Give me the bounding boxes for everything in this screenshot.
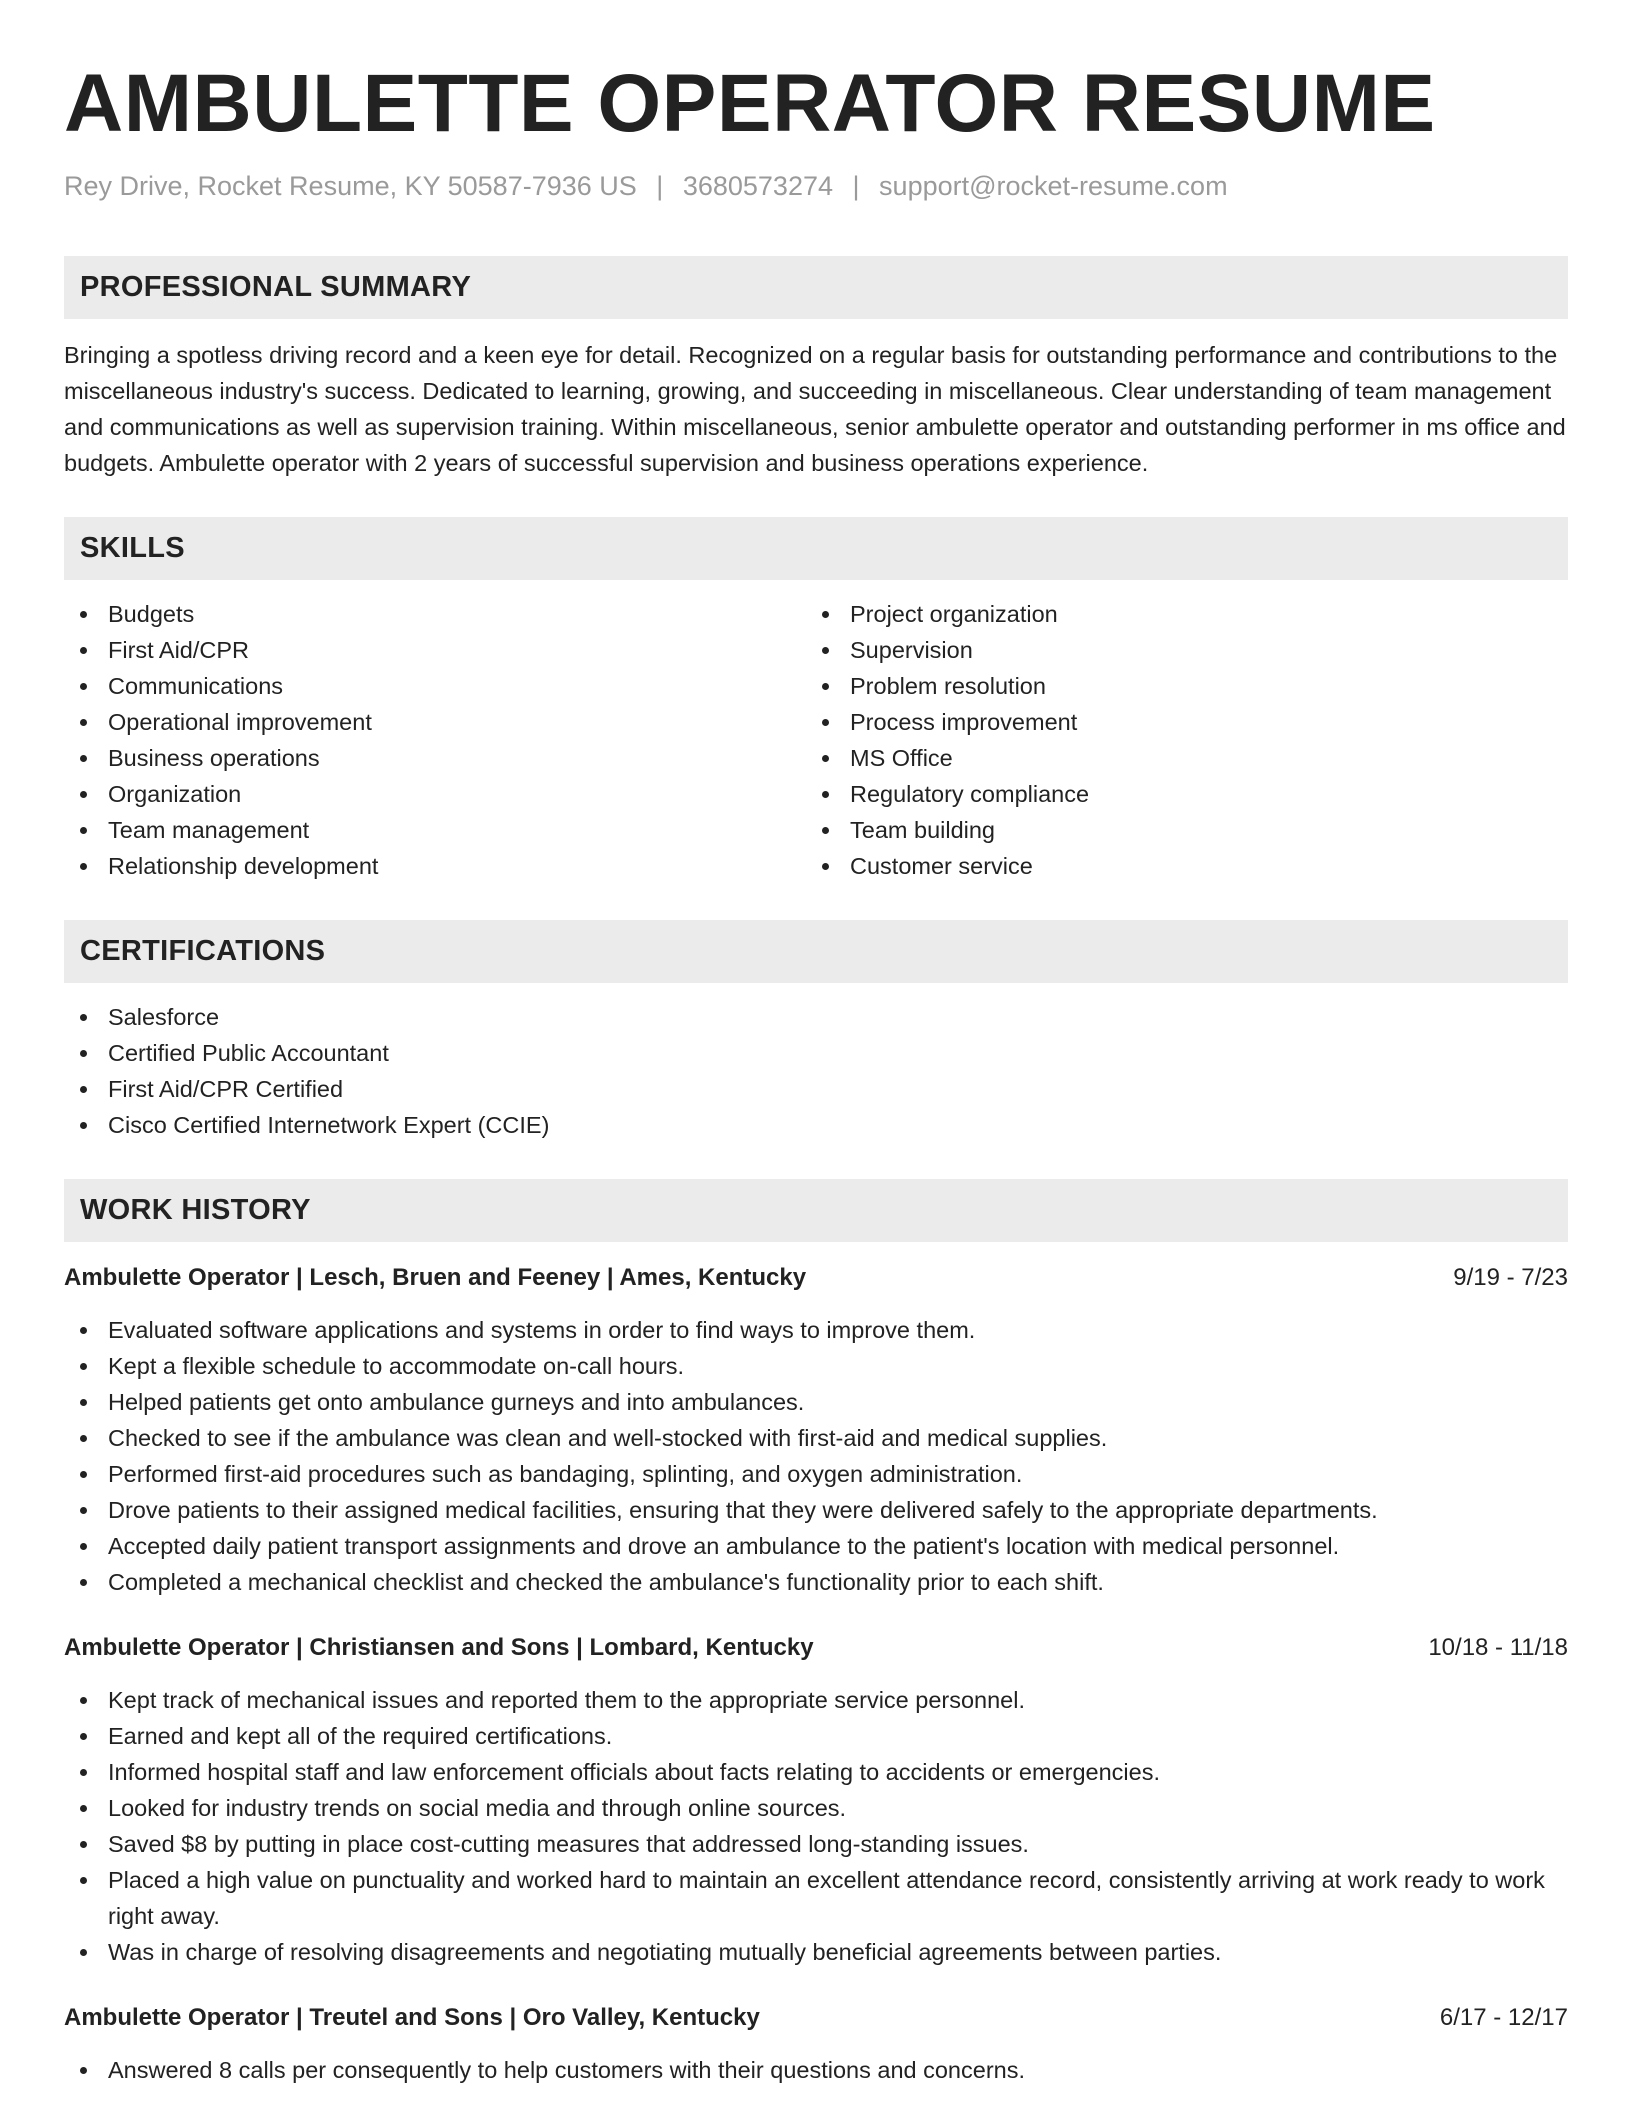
skill-item: Team building — [806, 812, 1548, 848]
summary-text: Bringing a spotless driving record and a keen eye for detail. Recognized on a regular basis for outstanding performance and contributions to the miscellaneous industry's success. Dedicated to learning, growing, and succeeding in miscellaneous. Clear understanding of team management and communications as well as supervision training. Within miscellaneous, senior ambulette operator and outstanding performer in ms office and budgets. Ambulette operator with 2 years of successful supervision and business operations experience. — [64, 342, 1566, 476]
contact-separator: | — [852, 171, 860, 201]
job-bullet: Completed a mechanical checklist and checked the ambulance's functionality prior to each shift. — [64, 1564, 1568, 1600]
resume-page — [64, 0, 1568, 2088]
job-dates: 6/17 - 12/17 — [1439, 2004, 1568, 2031]
contact-address: Rey Drive, Rocket Resume, KY 50587-7936 US — [64, 171, 637, 201]
job-bullet: Kept track of mechanical issues and reported them to the appropriate service personnel. — [64, 1682, 1568, 1718]
section-title: SKILLS — [80, 532, 185, 564]
job-title: Ambulette Operator | Lesch, Bruen and Feeney | Ames, Kentucky — [64, 1264, 807, 1291]
job-header — [64, 1630, 1568, 1666]
job-bullet: Informed hospital staff and law enforcement officials about facts relating to accidents or emergencies. — [64, 1754, 1568, 1790]
job-bullet: Was in charge of resolving disagreements and negotiating mutually beneficial agreements between parties. — [64, 1934, 1568, 1970]
section-title: PROFESSIONAL SUMMARY — [80, 271, 472, 303]
skill-item: Process improvement — [806, 704, 1548, 740]
section-header-skills — [64, 517, 1568, 580]
skill-item: MS Office — [806, 740, 1548, 776]
certifications-list — [64, 999, 1568, 1143]
skill-item: Budgets — [64, 596, 806, 632]
section-title: WORK HISTORY — [80, 1194, 311, 1226]
job-title: Ambulette Operator | Treutel and Sons | Oro Valley, Kentucky — [64, 2004, 760, 2031]
job-bullet: Answered 8 calls per consequently to help customers with their questions and concerns. — [64, 2052, 1568, 2088]
skill-item: Communications — [64, 668, 806, 704]
job-bullet: Looked for industry trends on social media and through online sources. — [64, 1790, 1568, 1826]
job-bullet: Earned and kept all of the required certifications. — [64, 1718, 1568, 1754]
skills-column-right — [806, 596, 1548, 884]
skill-item: First Aid/CPR — [64, 632, 806, 668]
skill-item: Operational improvement — [64, 704, 806, 740]
job-entry — [64, 1260, 1568, 1600]
job-bullets — [64, 2052, 1568, 2088]
contact-line — [64, 168, 1568, 204]
job-dates: 9/19 - 7/23 — [1453, 1264, 1568, 1291]
job-header — [64, 1260, 1568, 1296]
job-bullets — [64, 1682, 1568, 1970]
job-bullet: Drove patients to their assigned medical facilities, ensuring that they were delivered safely to the appropriate departments. — [64, 1492, 1568, 1528]
skill-item: Team management — [64, 812, 806, 848]
certification-item: Salesforce — [64, 999, 1568, 1035]
contact-phone[interactable]: 3680573274 — [682, 171, 833, 201]
skill-item: Regulatory compliance — [806, 776, 1548, 812]
section-title: CERTIFICATIONS — [80, 935, 326, 967]
job-dates: 10/18 - 11/18 — [1428, 1634, 1568, 1661]
job-bullet: Saved $8 by putting in place cost-cutting measures that addressed long-standing issues. — [64, 1826, 1568, 1862]
job-bullet: Evaluated software applications and systems in order to find ways to improve them. — [64, 1312, 1568, 1348]
job-bullets — [64, 1312, 1568, 1600]
skill-item: Relationship development — [64, 848, 806, 884]
section-header-certifications — [64, 920, 1568, 983]
skill-item: Problem resolution — [806, 668, 1548, 704]
skills-column-left — [64, 596, 806, 884]
skill-item: Business operations — [64, 740, 806, 776]
section-header-work-history — [64, 1179, 1568, 1242]
job-bullet: Helped patients get onto ambulance gurneys and into ambulances. — [64, 1384, 1568, 1420]
job-entry — [64, 1630, 1568, 1970]
job-title: Ambulette Operator | Christiansen and Sons | Lombard, Kentucky — [64, 1634, 814, 1661]
resume-title: AMBULETTE OPERATOR RESUME — [64, 58, 1436, 149]
certification-item: Certified Public Accountant — [64, 1035, 1568, 1071]
skill-item: Project organization — [806, 596, 1548, 632]
section-header-summary — [64, 256, 1568, 319]
skill-item: Customer service — [806, 848, 1548, 884]
job-entry — [64, 2000, 1568, 2088]
certification-item: First Aid/CPR Certified — [64, 1071, 1568, 1107]
skill-item: Supervision — [806, 632, 1548, 668]
job-bullet: Placed a high value on punctuality and worked hard to maintain an excellent attendance record, consistently arriving at work ready to work right away. — [64, 1862, 1568, 1934]
skills-list — [64, 596, 1568, 884]
job-bullet: Checked to see if the ambulance was clean and well-stocked with first-aid and medical supplies. — [64, 1420, 1568, 1456]
job-header — [64, 2000, 1568, 2036]
job-bullet: Performed first-aid procedures such as bandaging, splinting, and oxygen administration. — [64, 1456, 1568, 1492]
job-bullet: Accepted daily patient transport assignments and drove an ambulance to the patient's location with medical personnel. — [64, 1528, 1568, 1564]
contact-email[interactable]: support@rocket-resume.com — [879, 171, 1228, 201]
contact-separator: | — [656, 171, 664, 201]
certification-item: Cisco Certified Internetwork Expert (CCIE) — [64, 1107, 1568, 1143]
job-bullet: Kept a flexible schedule to accommodate on-call hours. — [64, 1348, 1568, 1384]
skill-item: Organization — [64, 776, 806, 812]
